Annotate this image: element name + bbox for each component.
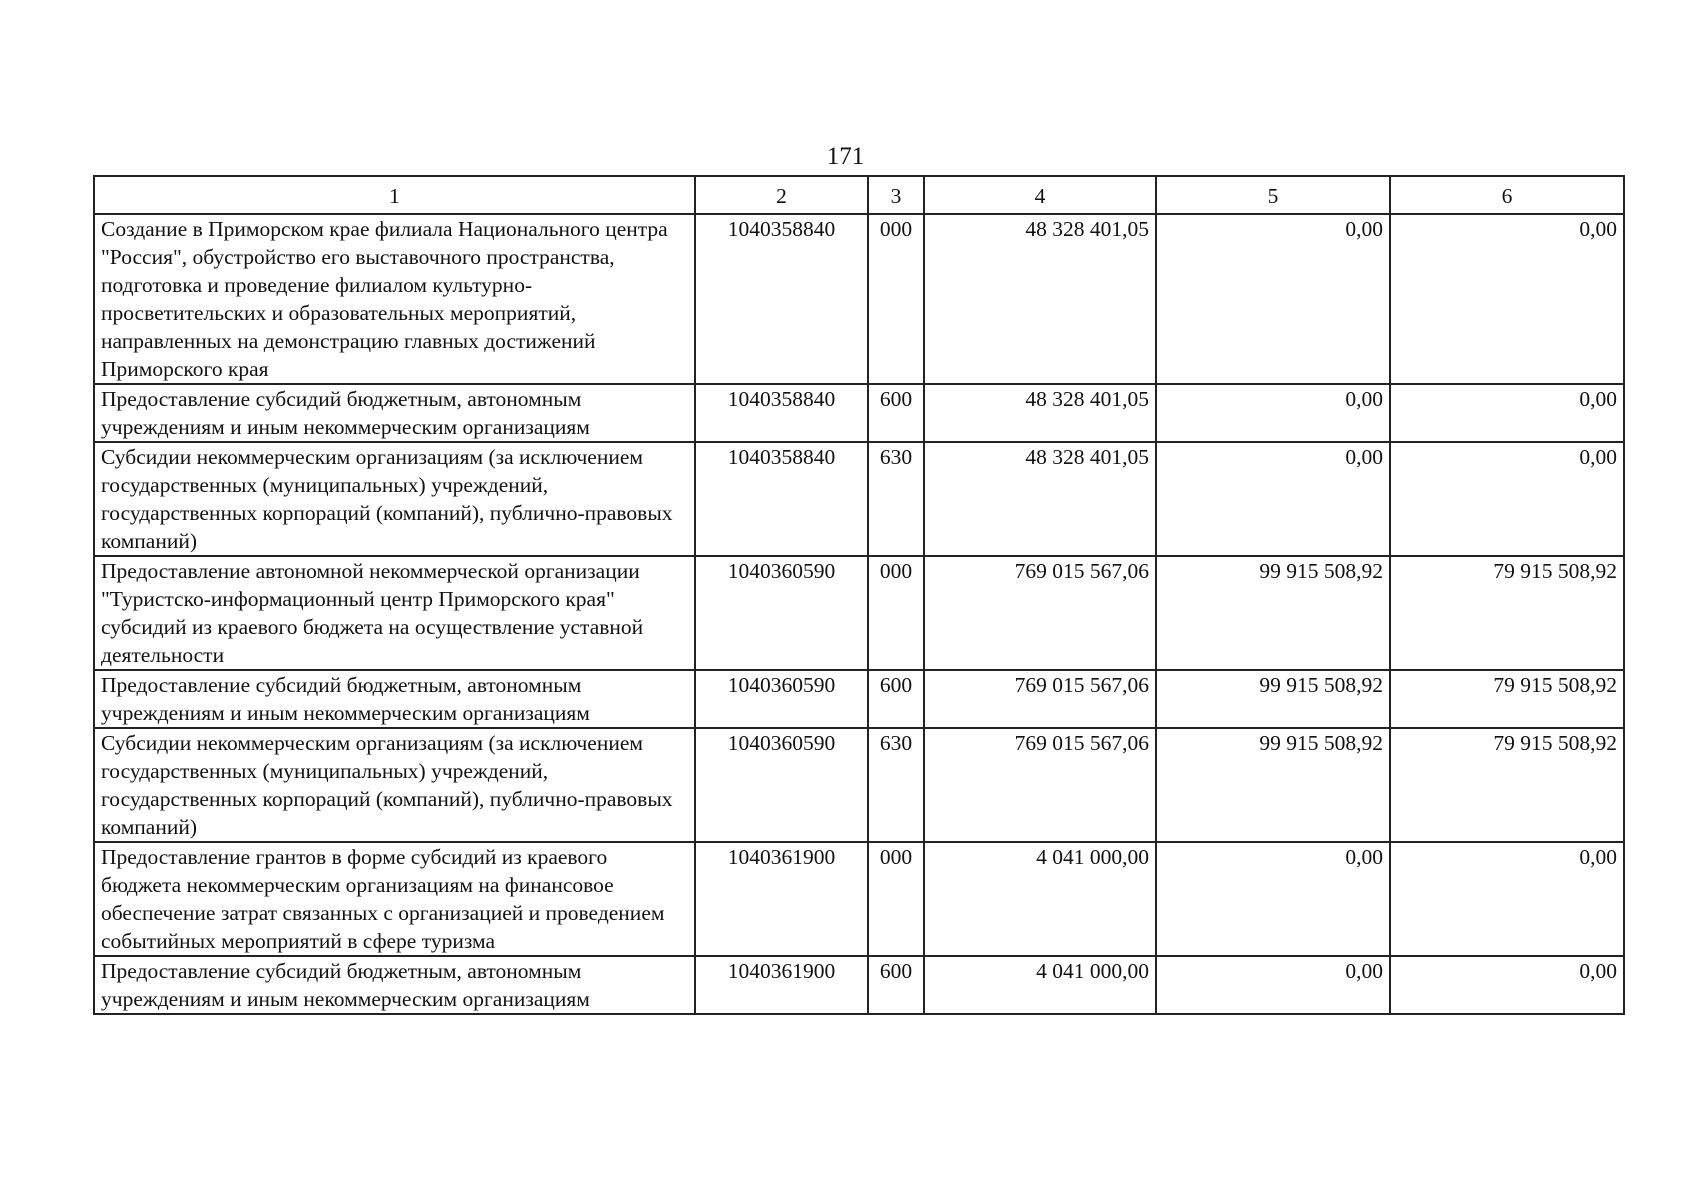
row-expense-type: 600 — [868, 384, 924, 442]
table-row — [94, 670, 1624, 728]
row-expense-type: 000 — [868, 214, 924, 384]
row-name: Предоставление субсидий бюджетным, автономным учреждениям и иным некоммерческим организациям — [94, 384, 695, 442]
table-row — [94, 842, 1624, 956]
row-value-col5: 0,00 — [1156, 842, 1390, 956]
row-value-col6: 79 915 508,92 — [1390, 556, 1624, 670]
column-header-2: 2 — [695, 176, 868, 214]
row-target-code: 1040361900 — [695, 956, 868, 1014]
row-name: Предоставление грантов в форме субсидий из краевого бюджета некоммерческим организациям на финансовое обеспечение затрат связанных с организацией и проведением событийных мероприятий в сфере туризма — [94, 842, 695, 956]
row-value-col6: 0,00 — [1390, 956, 1624, 1014]
table-row — [94, 442, 1624, 556]
row-value-col6: 79 915 508,92 — [1390, 670, 1624, 728]
row-name: Создание в Приморском крае филиала Национального центра "Россия", обустройство его выставочного пространства, подготовка и проведение филиалом культурно-просветительских и образовательных мероприятий, направленных на демонстрацию главных достижений Приморского края — [94, 214, 695, 384]
page-number: 171 — [826, 143, 865, 170]
row-name: Субсидии некоммерческим организациям (за исключением государственных (муниципальных) учреждений, государственных корпораций (компаний), публично-правовых компаний) — [94, 442, 695, 556]
row-value-col5: 0,00 — [1156, 214, 1390, 384]
column-header-6: 6 — [1390, 176, 1624, 214]
column-header-3: 3 — [868, 176, 924, 214]
row-value-col4: 4 041 000,00 — [924, 842, 1156, 956]
row-value-col4: 48 328 401,05 — [924, 384, 1156, 442]
row-target-code: 1040358840 — [695, 442, 868, 556]
row-target-code: 1040358840 — [695, 384, 868, 442]
table-row — [94, 384, 1624, 442]
table-header-row — [94, 176, 1624, 214]
row-name: Предоставление субсидий бюджетным, автономным учреждениям и иным некоммерческим организациям — [94, 670, 695, 728]
row-value-col5: 0,00 — [1156, 956, 1390, 1014]
row-value-col6: 0,00 — [1390, 384, 1624, 442]
row-value-col6: 0,00 — [1390, 442, 1624, 556]
row-value-col4: 4 041 000,00 — [924, 956, 1156, 1014]
row-value-col5: 99 915 508,92 — [1156, 728, 1390, 842]
row-name: Субсидии некоммерческим организациям (за исключением государственных (муниципальных) учреждений, государственных корпораций (компаний), публично-правовых компаний) — [94, 728, 695, 842]
row-name: Предоставление субсидий бюджетным, автономным учреждениям и иным некоммерческим организациям — [94, 956, 695, 1014]
table-row — [94, 214, 1624, 384]
table-row — [94, 728, 1624, 842]
row-value-col4: 48 328 401,05 — [924, 442, 1156, 556]
row-value-col5: 99 915 508,92 — [1156, 670, 1390, 728]
row-expense-type: 630 — [868, 442, 924, 556]
row-value-col5: 99 915 508,92 — [1156, 556, 1390, 670]
row-target-code: 1040361900 — [695, 842, 868, 956]
column-header-5: 5 — [1156, 176, 1390, 214]
row-value-col6: 79 915 508,92 — [1390, 728, 1624, 842]
row-target-code: 1040360590 — [695, 556, 868, 670]
row-value-col4: 769 015 567,06 — [924, 728, 1156, 842]
row-value-col6: 0,00 — [1390, 214, 1624, 384]
row-value-col6: 0,00 — [1390, 842, 1624, 956]
row-value-col4: 769 015 567,06 — [924, 556, 1156, 670]
row-name: Предоставление автономной некоммерческой организации "Туристско-информационный центр Приморского края" субсидий из краевого бюджета на осуществление уставной деятельности — [94, 556, 695, 670]
row-expense-type: 000 — [868, 842, 924, 956]
budget-table — [93, 175, 1625, 1015]
row-value-col5: 0,00 — [1156, 384, 1390, 442]
column-header-1: 1 — [94, 176, 695, 214]
row-target-code: 1040358840 — [695, 214, 868, 384]
row-value-col4: 48 328 401,05 — [924, 214, 1156, 384]
table-row — [94, 956, 1624, 1014]
row-value-col5: 0,00 — [1156, 442, 1390, 556]
table-row — [94, 556, 1624, 670]
row-expense-type: 600 — [868, 670, 924, 728]
row-expense-type: 600 — [868, 956, 924, 1014]
row-expense-type: 630 — [868, 728, 924, 842]
column-header-4: 4 — [924, 176, 1156, 214]
row-value-col4: 769 015 567,06 — [924, 670, 1156, 728]
row-target-code: 1040360590 — [695, 728, 868, 842]
row-expense-type: 000 — [868, 556, 924, 670]
row-target-code: 1040360590 — [695, 670, 868, 728]
